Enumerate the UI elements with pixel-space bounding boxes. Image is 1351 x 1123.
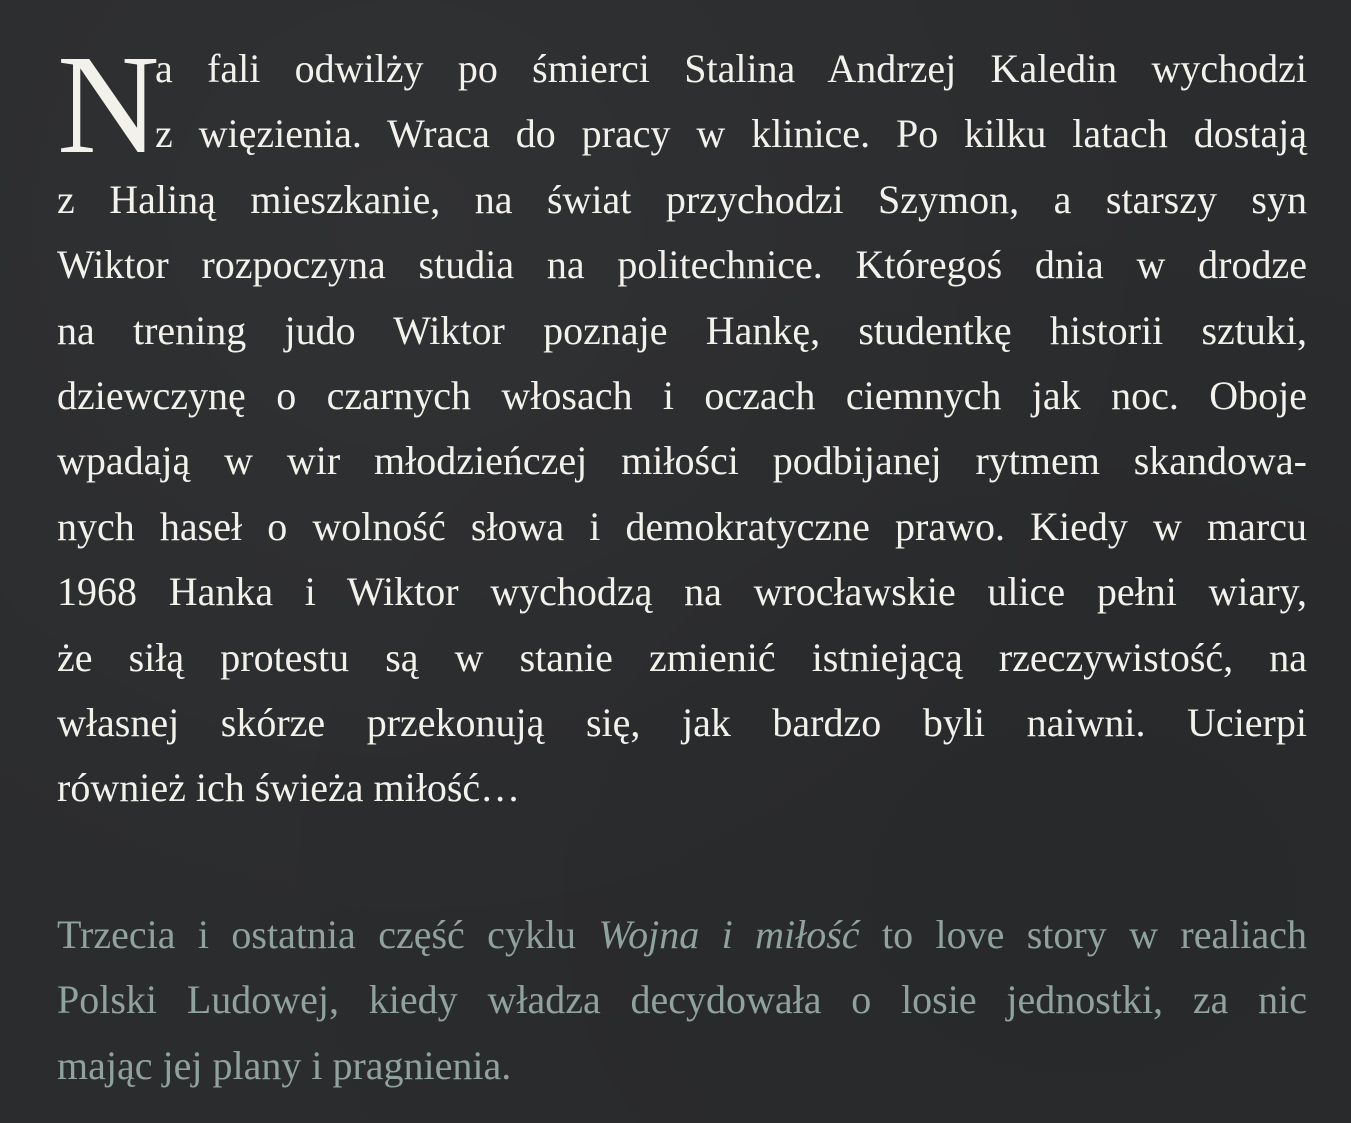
blurb-line: że siłą protestu są w stanie zmienić istniejącą rzeczywistość, na — [57, 634, 1307, 680]
blurb-line: Wiktor rozpoczyna studia na politechnice. Któregoś dnia w drodze — [57, 242, 1307, 288]
series-tagline — [57, 902, 1307, 1098]
tagline-line: mając jej plany i pragnienia. — [57, 1042, 512, 1088]
blurb-line: z więzienia. Wraca do pracy w klinice. Po kilku latach dostają — [155, 111, 1307, 157]
series-title: Wojna i miłość — [598, 912, 860, 957]
blurb-line: 1968 Hanka i Wiktor wychodzą na wrocławskie ulice pełni wiary, — [57, 569, 1307, 615]
blurb-line: a fali odwilży po śmierci Stalina Andrzej Kaledin wychodzi — [155, 46, 1307, 91]
tagline-text: Trzecia i ostatnia część cyklu — [57, 912, 599, 957]
blurb-line: własnej skórze przekonują się, jak bardzo byli naiwni. Ucierpi — [57, 699, 1307, 745]
blurb-line: na trening judo Wiktor poznaje Hankę, studentkę historii sztuki, — [57, 307, 1307, 353]
blurb-line: nych haseł o wolność słowa i demokratyczne prawo. Kiedy w marcu — [57, 503, 1307, 549]
blurb-paragraph — [57, 25, 1307, 821]
blurb-line: dziewczynę o czarnych włosach i oczach ciemnych jak noc. Oboje — [57, 372, 1307, 418]
tagline-line: Polski Ludowej, kiedy władza decydowała o losie jednostki, za nic — [57, 977, 1307, 1023]
blurb-line: również ich świeża miłość… — [57, 765, 521, 811]
blurb-line: z Haliną mieszkanie, na świat przychodzi Szymon, a starszy syn — [57, 176, 1307, 222]
drop-cap: N — [57, 25, 160, 183]
tagline-line — [57, 902, 1307, 967]
tagline-text: to love story w realiach — [859, 912, 1307, 957]
blurb-line: wpadają w wir młodzieńczej miłości podbijanej rytmem skandowa- — [57, 438, 1307, 484]
